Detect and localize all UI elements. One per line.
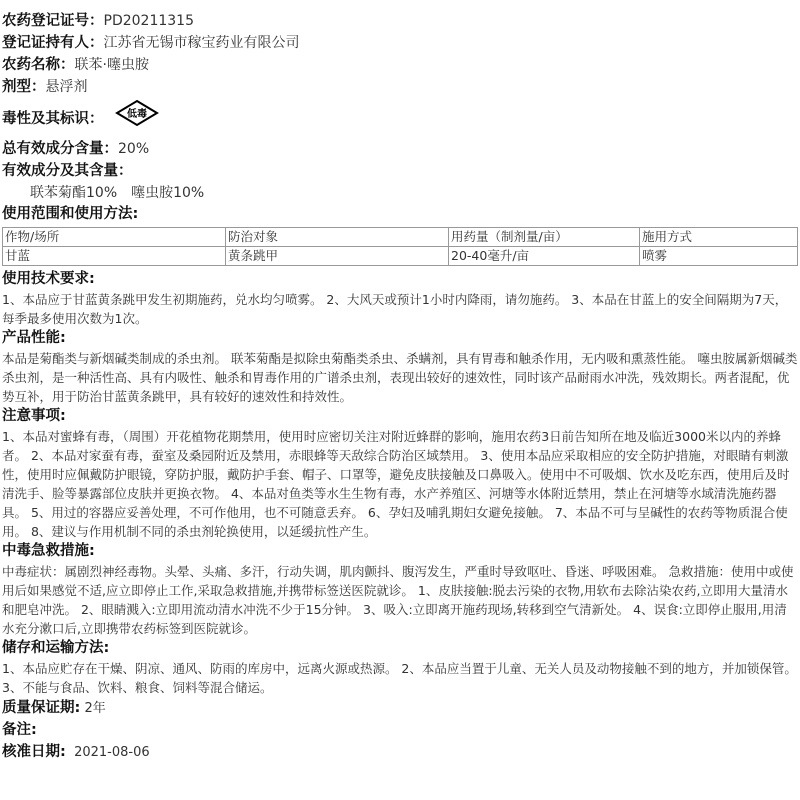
- usage-header-target: 防治对象: [226, 228, 449, 247]
- pesticide-name-row: [2, 54, 798, 76]
- usage-header-dosage: 用药量（制剂量/亩）: [449, 228, 640, 247]
- shelf-life-row: [2, 697, 798, 719]
- precautions-title: 注意事项:: [2, 408, 66, 424]
- usage-table: [2, 227, 798, 266]
- usage-cell-dosage: 20-40毫升/亩: [449, 247, 640, 266]
- registration-number-value: PD20211315: [103, 13, 194, 29]
- first-aid-text: 中毒症状：属剧烈神经毒物。头晕、头痛、多汗，行动失调，肌肉颤抖、腹泻发生，严重时导致呕吐、昏迷、呼吸困难。 急救措施：使用中或使用后如果感觉不适,应立即停止工作,采取急救措施,并携带标签送医院就诊。 1、皮肤接触:脱去污染的衣物,用软布去除沾染农药,立即用大量清水和肥皂冲洗。 2、眼睛溅入:立即用流动清水冲洗不少于15分钟。 3、吸入:立即离开施药现场,转移到空气清新处。 4、误食:立即停止服用,用清水充分漱口后,立即携带农药标签到医院就诊。: [2, 564, 794, 636]
- pesticide-label-document: [2, 10, 798, 763]
- remark-label: 备注:: [2, 722, 37, 738]
- usage-header-crop: 作物/场所: [3, 228, 226, 247]
- pesticide-name-value: 联苯·噻虫胺: [74, 57, 149, 73]
- storage-text: 1、本品应贮存在干燥、阴凉、通风、防雨的库房中，远离火源或热源。 2、本品应当置于儿童、无关人员及动物接触不到的地方，并加锁保管。 3、不能与食品、饮料、粮食、饲料等混合储运。: [2, 661, 797, 695]
- toxicity-row: [2, 98, 798, 138]
- registration-number-label: 农药登记证号：: [2, 13, 104, 29]
- approval-date-label: 核准日期:: [2, 744, 66, 760]
- total-content-row: [2, 138, 798, 160]
- tech-requirements-text: 1、本品应于甘蓝黄条跳甲发生初期施药，兑水均匀喷雾。 2、大风天或预计1小时内降雨，请勿施药。 3、本品在甘蓝上的安全间隔期为7天，每季最多使用次数为1次。: [2, 292, 788, 326]
- usage-cell-method: 喷雾: [640, 247, 798, 266]
- registration-number-row: [2, 10, 798, 32]
- ingredients-value: 联苯菊酯10% 噻虫胺10%: [30, 185, 205, 201]
- precautions-text: 1、本品对蜜蜂有毒，（周围）开花植物花期禁用，使用时应密切关注对附近蜂群的影响，施用农药3日前告知所在地及临近3000米以内的养蜂者。 2、本品对家蚕有毒，蚕室及桑园附近及禁用，赤眼蜂等天敌综合防治区域禁用。 3、使用本品应采取相应的安全防护措施，对眼睛有刺激性，使用时应佩戴防护眼镜，穿防护服，戴防护手套、帽子、口罩等，避免皮肤接触及口鼻吸入。使用中不可吸烟、饮水及吃东西，使用后及时清洗手、脸等暴露部位皮肤并更换衣物。 4、本品对鱼类等水生生物有毒，水产养殖区、河塘等水体附近禁用，禁止在河塘等水域清洗施药器具。 5、用过的容器应妥善处理，不可作他用，也不可随意丢弃。 6、孕妇及哺乳期妇女避免接触。 7、本品不可与呈碱性的农药等物质混合使用。 8、建议与作用机制不同的杀虫剂轮换使用，以延缓抗性产生。: [2, 429, 790, 539]
- storage-title: 储存和运输方法:: [2, 640, 110, 656]
- low-toxicity-icon: [114, 98, 160, 141]
- usage-title: 使用范围和使用方法:: [2, 206, 139, 222]
- product-performance-title: 产品性能:: [2, 330, 66, 346]
- remark-row: [2, 719, 798, 741]
- shelf-life-value: 2年: [84, 701, 106, 716]
- formulation-row: [2, 76, 798, 98]
- first-aid-title: 中毒急救措施:: [2, 543, 95, 559]
- product-performance-text: 本品是菊酯类与新烟碱类制成的杀虫剂。 联苯菊酯是拟除虫菊酯类杀虫、杀螨剂，具有胃毒和触杀作用，无内吸和熏蒸性能。 噻虫胺属新烟碱类杀虫剂，是一种活性高、具有内吸性、触杀和胃毒作用的广谱杀虫剂，表现出较好的速效性，同时该产品耐雨水冲洗，残效期长。两者混配，优势互补，用于防治甘蓝黄条跳甲，具有较好的速效性和持效性。: [2, 351, 798, 404]
- formulation-value: 悬浮剂: [45, 79, 88, 95]
- table-row: [3, 247, 798, 266]
- formulation-label: 剂型：: [2, 79, 46, 95]
- toxicity-badge-text: 低毒: [126, 109, 147, 120]
- usage-cell-crop: 甘蓝: [3, 247, 226, 266]
- toxicity-label: 毒性及其标识：: [2, 111, 104, 127]
- pesticide-name-label: 农药名称：: [2, 57, 75, 73]
- approval-date-row: [2, 741, 798, 763]
- approval-date-value: 2021-08-06: [74, 745, 150, 760]
- ingredients-value-row: [2, 182, 798, 204]
- ingredients-label: 有效成分及其含量：: [2, 163, 133, 179]
- usage-table-header: [3, 228, 798, 247]
- total-content-value: 20%: [118, 141, 150, 157]
- registration-holder-value: 江苏省无锡市稼宝药业有限公司: [103, 35, 300, 51]
- ingredients-row: [2, 160, 798, 182]
- usage-cell-target: 黄条跳甲: [226, 247, 449, 266]
- registration-holder-label: 登记证持有人：: [2, 35, 104, 51]
- shelf-life-label: 质量保证期:: [2, 700, 81, 716]
- total-content-label: 总有效成分含量：: [2, 141, 118, 157]
- registration-holder-row: [2, 32, 798, 54]
- usage-header-method: 施用方式: [640, 228, 798, 247]
- tech-requirements-title: 使用技术要求:: [2, 271, 95, 287]
